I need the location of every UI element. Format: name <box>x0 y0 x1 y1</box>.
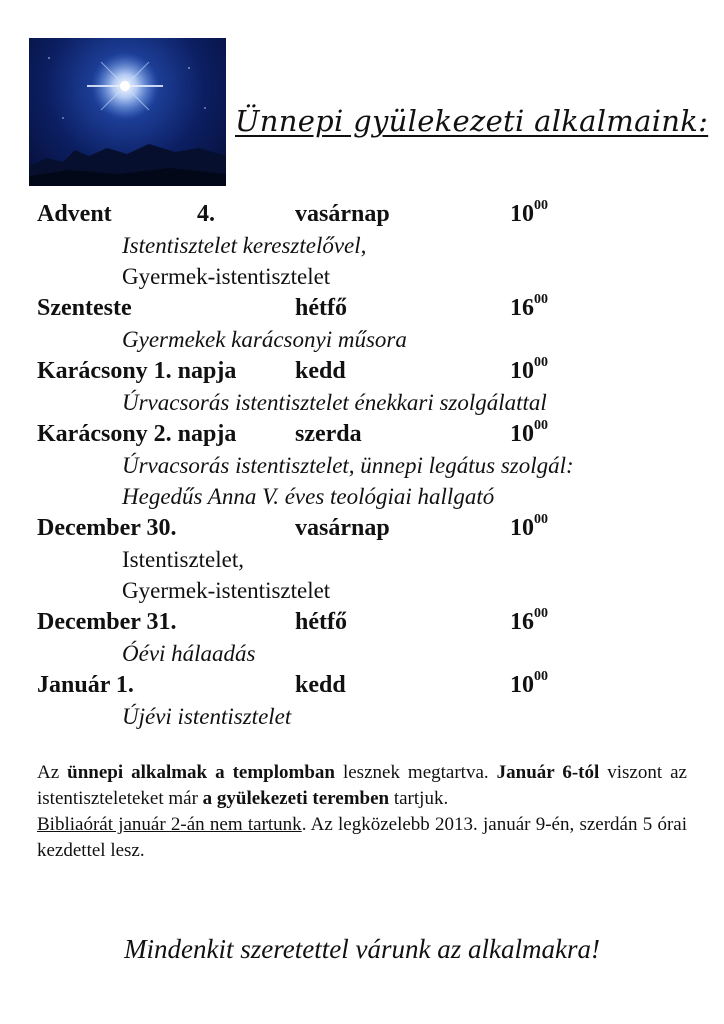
notice-bold-run: Január 6-tól <box>496 762 600 783</box>
notice-text-run: viszont az istentiszteleteket már <box>37 762 687 809</box>
event-time <box>510 355 548 385</box>
event-hour: 16 <box>510 609 534 635</box>
event-hour: 10 <box>510 515 534 541</box>
event-row <box>37 667 697 699</box>
event-time <box>510 669 548 699</box>
event-minute: 00 <box>534 292 548 307</box>
event-minute: 00 <box>534 355 548 370</box>
notice-text-run: . Az legközelebb 2013. január 9-én, szerdán 5 órai kezdettel lesz. <box>37 814 687 861</box>
event-name-main: Advent <box>37 201 112 227</box>
event-detail: Gyermekek karácsonyi műsora <box>122 327 407 352</box>
event-day: hétfő <box>295 609 347 635</box>
event-detail: Úrvacsorás istentisztelet, ünnepi legátus szolgál: <box>122 453 574 478</box>
event-time <box>510 512 548 542</box>
event-name-suffix: 4. <box>197 201 215 227</box>
event-row <box>37 604 697 636</box>
event-detail: Úrvacsorás istentisztelet énekkari szolgálattal <box>122 390 547 415</box>
event-day: kedd <box>295 358 346 384</box>
event-hour: 16 <box>510 295 534 321</box>
notice-paragraph-bible-study <box>37 812 687 864</box>
event-day: vasárnap <box>295 201 390 227</box>
event-hour: 10 <box>510 358 534 384</box>
event-minute: 00 <box>534 418 548 433</box>
event-name: December 30. <box>37 515 177 541</box>
notice-text-run: tartjuk. <box>389 788 449 809</box>
event-minute: 00 <box>534 512 548 527</box>
notice-bold-run: ünnepi alkalmak a templomban <box>67 762 335 783</box>
event-schedule <box>37 196 697 730</box>
event-time <box>510 198 548 228</box>
event-hour: 10 <box>510 421 534 447</box>
event-detail: Óévi hálaadás <box>122 641 256 666</box>
event-time <box>510 292 548 322</box>
event-row <box>37 416 697 448</box>
event-day: vasárnap <box>295 515 390 541</box>
event-detail: Gyermek-istentisztelet <box>122 264 331 289</box>
notice-text <box>37 760 687 864</box>
event-name: Szenteste <box>37 295 132 321</box>
event-detail: Újévi istentisztelet <box>122 704 292 729</box>
page-title: Ünnepi gyülekezeti alkalmaink: <box>235 104 709 138</box>
event-day: kedd <box>295 672 346 698</box>
event-hour: 10 <box>510 201 534 227</box>
notice-underlined-run: Bibliaórát január 2-án nem tartunk <box>37 814 302 835</box>
event-row <box>37 510 697 542</box>
event-time <box>510 606 548 636</box>
event-name <box>37 201 295 228</box>
event-time <box>510 418 548 448</box>
event-detail: Istentisztelet keresztelővel, <box>122 233 367 258</box>
event-name: Január 1. <box>37 672 134 698</box>
event-row <box>37 353 697 385</box>
notice-paragraph-location <box>37 760 687 812</box>
star-of-bethlehem-icon <box>29 38 226 186</box>
event-day: szerda <box>295 421 362 447</box>
christmas-star-image <box>29 38 226 186</box>
event-detail: Istentisztelet, <box>122 547 244 572</box>
event-name: Karácsony 2. napja <box>37 421 237 447</box>
closing-message: Mindenkit szeretettel várunk az alkalmakra! <box>124 934 600 964</box>
event-day: hétfő <box>295 295 347 321</box>
event-name: December 31. <box>37 609 177 635</box>
notice-bold-run: a gyülekezeti teremben <box>202 788 390 809</box>
event-detail: Hegedűs Anna V. éves teológiai hallgató <box>122 484 495 509</box>
event-minute: 00 <box>534 606 548 621</box>
event-detail: Gyermek-istentisztelet <box>122 578 331 603</box>
event-minute: 00 <box>534 669 548 684</box>
notice-text-run: lesznek megtartva. <box>334 762 497 783</box>
event-hour: 10 <box>510 672 534 698</box>
event-row <box>37 290 697 322</box>
event-minute: 00 <box>534 198 548 213</box>
notice-text-run: Az <box>37 762 68 783</box>
event-name: Karácsony 1. napja <box>37 358 237 384</box>
event-row <box>37 196 697 228</box>
